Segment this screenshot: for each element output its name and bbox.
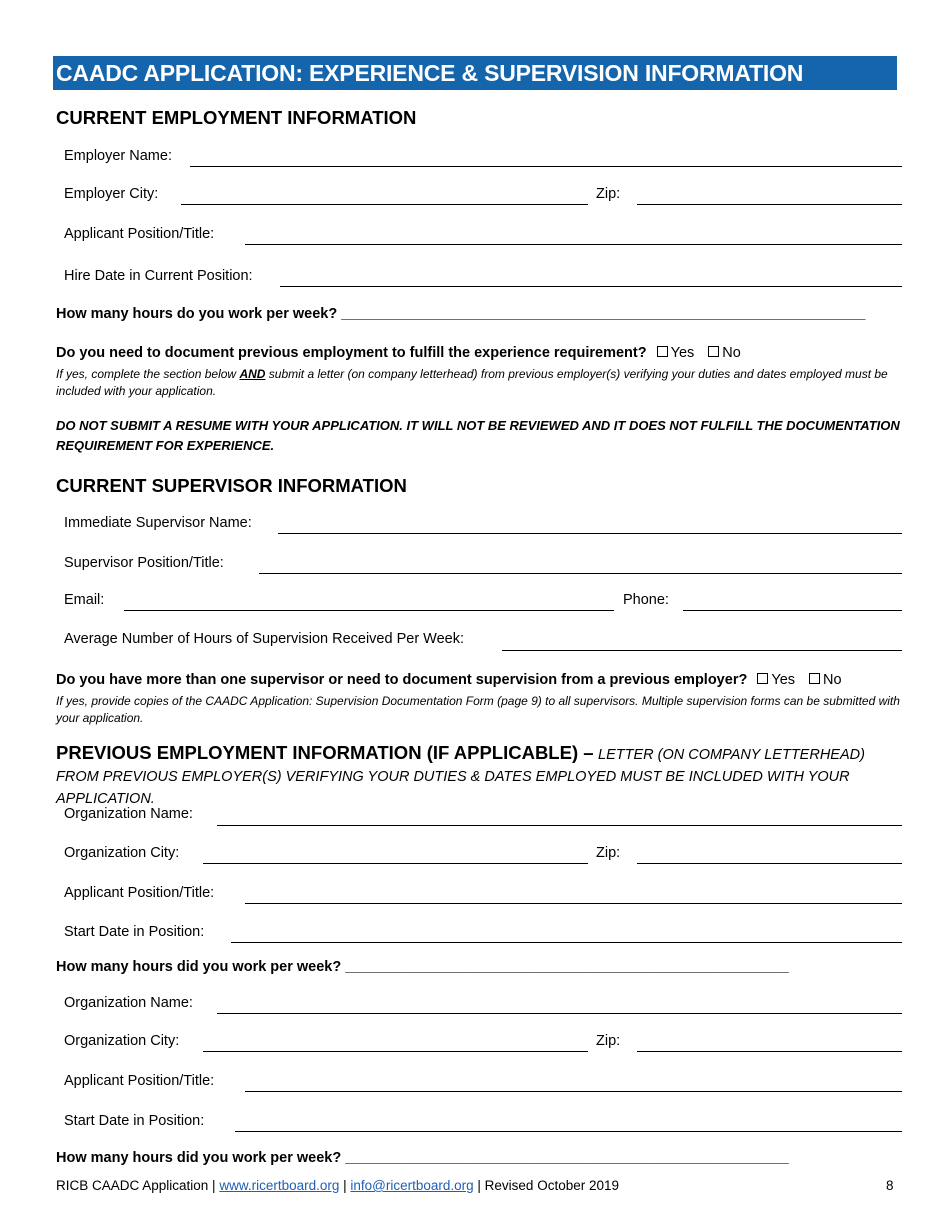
employer-name-field[interactable] xyxy=(190,166,902,167)
multi-supervisor-no-label: No xyxy=(823,672,842,688)
prev-hours-label-2: How many hours did you work per week? xyxy=(56,1150,342,1166)
org-zip-field[interactable] xyxy=(637,863,902,864)
supervisor-position-label: Supervisor Position/Title: xyxy=(64,555,224,571)
org-city-field-2[interactable] xyxy=(203,1051,588,1052)
prev-employment-yes-checkbox[interactable] xyxy=(657,346,668,357)
start-date-label: Start Date in Position: xyxy=(64,924,205,940)
start-date-field-2[interactable] xyxy=(235,1131,902,1132)
start-date-label-2: Start Date in Position: xyxy=(64,1113,205,1129)
employer-name-label: Employer Name: xyxy=(64,148,172,164)
org-city-field[interactable] xyxy=(203,863,588,864)
prev-position-field[interactable] xyxy=(245,903,902,904)
supervisor-position-field[interactable] xyxy=(259,573,902,574)
multi-supervisor-yes-checkbox[interactable] xyxy=(757,673,768,684)
org-name-label-2: Organization Name: xyxy=(64,995,193,1011)
footer-revised: | Revised October 2019 xyxy=(473,1178,619,1193)
multi-supervisor-yes-label: Yes xyxy=(771,672,796,688)
org-city-label: Organization City: xyxy=(64,845,180,861)
prev-position-label: Applicant Position/Title: xyxy=(64,885,215,901)
supervisor-name-label: Immediate Supervisor Name: xyxy=(64,515,252,531)
org-zip-label-2: Zip: xyxy=(596,1033,621,1049)
multi-supervisor-no-checkbox[interactable] xyxy=(809,673,820,684)
previous-employment-heading-block xyxy=(56,742,902,810)
multi-supervisor-question xyxy=(56,672,842,688)
prev-hours-question xyxy=(56,959,789,975)
org-zip-field-2[interactable] xyxy=(637,1051,902,1052)
previous-employment-heading: PREVIOUS EMPLOYMENT INFORMATION (IF APPLICABLE) – xyxy=(56,742,594,763)
employer-city-label: Employer City: xyxy=(64,186,159,202)
resume-warning: DO NOT SUBMIT A RESUME WITH YOUR APPLICATION. IT WILL NOT BE REVIEWED AND IT DOES NOT FULFILL THE DOCUMENTATION REQUIREMENT FOR EXPERIENCE. xyxy=(56,418,900,453)
org-zip-label: Zip: xyxy=(596,845,621,861)
prev-position-label-2: Applicant Position/Title: xyxy=(64,1073,215,1089)
footer-email-link[interactable]: info@ricertboard.org xyxy=(350,1178,474,1193)
start-date-field[interactable] xyxy=(231,942,902,943)
prev-hours-label: How many hours did you work per week? xyxy=(56,959,342,975)
org-city-label-2: Organization City: xyxy=(64,1033,180,1049)
prev-hours-field[interactable]: _______________________________________________________ xyxy=(345,959,789,975)
prev-employment-note: If yes, complete the section below AND submit a letter (on company letterhead) from previous employer(s) verifying your duties and dates employed must be included with your application. xyxy=(56,367,888,398)
page-title: CAADC APPLICATION: EXPERIENCE & SUPERVISION INFORMATION xyxy=(53,56,897,90)
supervisor-phone-field[interactable] xyxy=(683,610,902,611)
supervisor-email-label: Email: xyxy=(64,592,105,608)
supervisor-phone-label: Phone: xyxy=(623,592,669,608)
org-name-label: Organization Name: xyxy=(64,806,193,822)
hours-per-week-field[interactable]: _________________________________________________________________ xyxy=(341,306,866,322)
multi-supervisor-note: If yes, provide copies of the CAADC Application: Supervision Documentation Form (page 9) to all supervisors. Multiple supervision forms can be submitted with your application. xyxy=(56,694,900,725)
prev-hours-question-2 xyxy=(56,1150,789,1166)
hire-date-label: Hire Date in Current Position: xyxy=(64,268,253,284)
prev-position-field-2[interactable] xyxy=(245,1091,902,1092)
multi-supervisor-label: Do you have more than one supervisor or need to document supervision from a previous employer? xyxy=(56,672,748,688)
employer-city-field[interactable] xyxy=(181,204,588,205)
current-employment-heading: CURRENT EMPLOYMENT INFORMATION xyxy=(56,107,417,128)
employer-zip-field[interactable] xyxy=(637,204,902,205)
hire-date-field[interactable] xyxy=(280,286,902,287)
prev-employment-no-label: No xyxy=(722,345,741,361)
prev-hours-field-2[interactable]: _______________________________________________________ xyxy=(345,1150,789,1166)
applicant-position-field[interactable] xyxy=(245,244,902,245)
footer-separator: | xyxy=(339,1178,351,1193)
supervisor-heading: CURRENT SUPERVISOR INFORMATION xyxy=(56,475,407,496)
applicant-position-label: Applicant Position/Title: xyxy=(64,226,215,242)
employer-zip-label: Zip: xyxy=(596,186,621,202)
page-number: 8 xyxy=(886,1178,894,1193)
prev-employment-no-checkbox[interactable] xyxy=(708,346,719,357)
hours-per-week-label: How many hours do you work per week? xyxy=(56,306,338,322)
hours-per-week-question xyxy=(56,306,865,322)
avg-supervision-hours-label: Average Number of Hours of Supervision Received Per Week: xyxy=(64,631,465,647)
org-name-field[interactable] xyxy=(217,825,902,826)
prev-employment-yes-label: Yes xyxy=(670,345,695,361)
prev-employment-question xyxy=(56,345,741,361)
avg-supervision-hours-field[interactable] xyxy=(502,650,902,651)
footer-website-link[interactable]: www.ricertboard.org xyxy=(219,1178,340,1193)
previous-employment-subheading: LETTER (ON COMPANY LETTERHEAD) FROM PREVIOUS EMPLOYER(S) VERIFYING YOUR DUTIES & DATES EMPLOYED MUST BE INCLUDED WITH YOUR APPLICATION. xyxy=(56,747,865,807)
supervisor-name-field[interactable] xyxy=(278,533,902,534)
footer xyxy=(56,1178,619,1193)
prev-employment-label: Do you need to document previous employment to fulfill the experience requirement? xyxy=(56,345,647,361)
org-name-field-2[interactable] xyxy=(217,1013,902,1014)
supervisor-email-field[interactable] xyxy=(124,610,614,611)
footer-prefix: RICB CAADC Application | xyxy=(56,1178,220,1193)
